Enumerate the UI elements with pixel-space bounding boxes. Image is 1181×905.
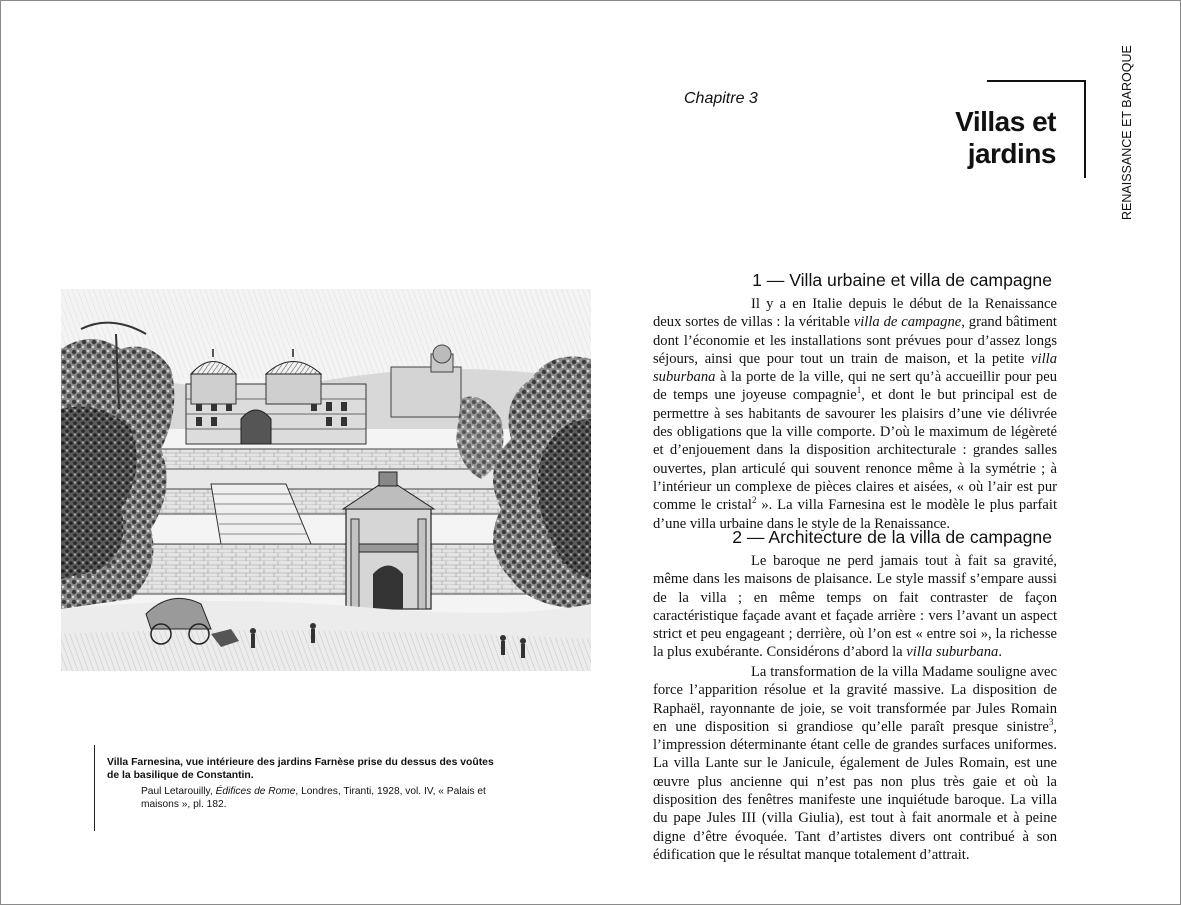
caption-title: Villa Farnesina, vue intérieure des jardins Farnèse prise du dessus des voûtes de la basilique de Constantin.	[107, 757, 494, 781]
text-run: La transformation de la villa Madame souligne avec force l’apparition résolue et la gravité massive. La disposition de Raphaël, rayonnante de joie, se voit transformée par Jules Romain en une disposition si grandiose qu’elle paraît presque sinistre	[653, 664, 1057, 735]
engraving-illustration	[61, 289, 591, 671]
emphasis: villa suburbana	[653, 350, 1057, 386]
chapter-label: Chapitre 3	[684, 90, 758, 107]
caption-source-work: Édifices de Rome	[215, 786, 296, 797]
title-bracket-top	[987, 80, 1086, 82]
footnote-ref-3[interactable]: 3	[1048, 716, 1054, 727]
section-1-paragraph	[653, 295, 1057, 533]
chapter-title: Villas et jardins	[955, 106, 1056, 169]
figure-caption	[107, 756, 507, 811]
text-run: à la porte de la ville, qui ne sert qu’à accueillir pour peu de temps une joyeuse compagnie	[653, 369, 1057, 404]
text-run: , l’impression déterminante étant celle de grandes surfaces uniformes. La villa Lante sur le Janicule, également de Jules Romain, est une œuvre plus ancienne qui n’est pas non plus très gaie et où la disposition des fenêtres manifeste une inquiétude baroque. La villa du pape Jules III (villa Giulia), est tout à fait anormale et à peine digne d’être évoquée. Tant d’artistes divers ont contribué à son édification que le résultat manque totalement d’attrait.	[653, 718, 1057, 863]
text-run: Le baroque ne perd jamais tout à fait sa gravité, même dans les maisons de plaisance. Le style massif s’empare aussi de la villa ; en même temps on fait contraster de façon caractéristique façade avant et façade arrière : vers l’avant un aspect strict et peu engageant ; derrière, où l’on est « entre soi », la richesse la plus exubérante. Considérons d’abord la	[653, 553, 1057, 661]
text-run: Il y a en Italie depuis le début de la Renaissance deux sortes de villas : la véritable	[653, 296, 1057, 331]
section-heading-2: 2 — Architecture de la villa de campagne	[732, 527, 1052, 547]
text-run: .	[998, 644, 1002, 661]
text-run: , grand bâtiment dont l’économie et les installations sont prévues pour d’assez longs séjours, ainsi que pour tout un train de maison, et la petite	[653, 314, 1057, 367]
caption-rule	[94, 745, 95, 831]
caption-source	[141, 786, 507, 811]
running-head: RENAISSANCE ET BAROQUE	[1120, 45, 1134, 220]
text-run: , et dont le but principal est de permettre à ses habitants de savourer les plaisirs d’une vie délivrée des obligations que la ville comporte. D’où le maximum de légèreté et d’enjouement dans la disposition architecturale : grandes salles ouvertes, plan articulé qui souvent renonce même à la symétrie ; à l’intérieur un complexe de pièces claires et aisées, « où l’air est pur comme le cristal	[653, 387, 1058, 514]
caption-source-rest: , Londres, Tiranti, 1928, vol. IV, « Palais et maisons », pl. 182.	[141, 786, 486, 810]
emphasis: villa suburbana	[906, 644, 999, 661]
section-2-paragraph-1	[653, 552, 1057, 662]
footnote-ref-1[interactable]: 1	[856, 385, 862, 396]
section-heading-1: 1 — Villa urbaine et villa de campagne	[752, 270, 1052, 290]
caption-source-author: Paul Letarouilly,	[141, 786, 216, 797]
emphasis: villa de campagne	[853, 314, 962, 331]
text-run: ». La villa Farnesina est le modèle le plus parfait d’une villa urbaine dans le style de la Renaissance.	[653, 497, 1057, 532]
footnote-ref-2[interactable]: 2	[751, 495, 757, 506]
section-2-paragraph-2	[653, 663, 1057, 864]
title-bracket-side	[1084, 80, 1086, 178]
